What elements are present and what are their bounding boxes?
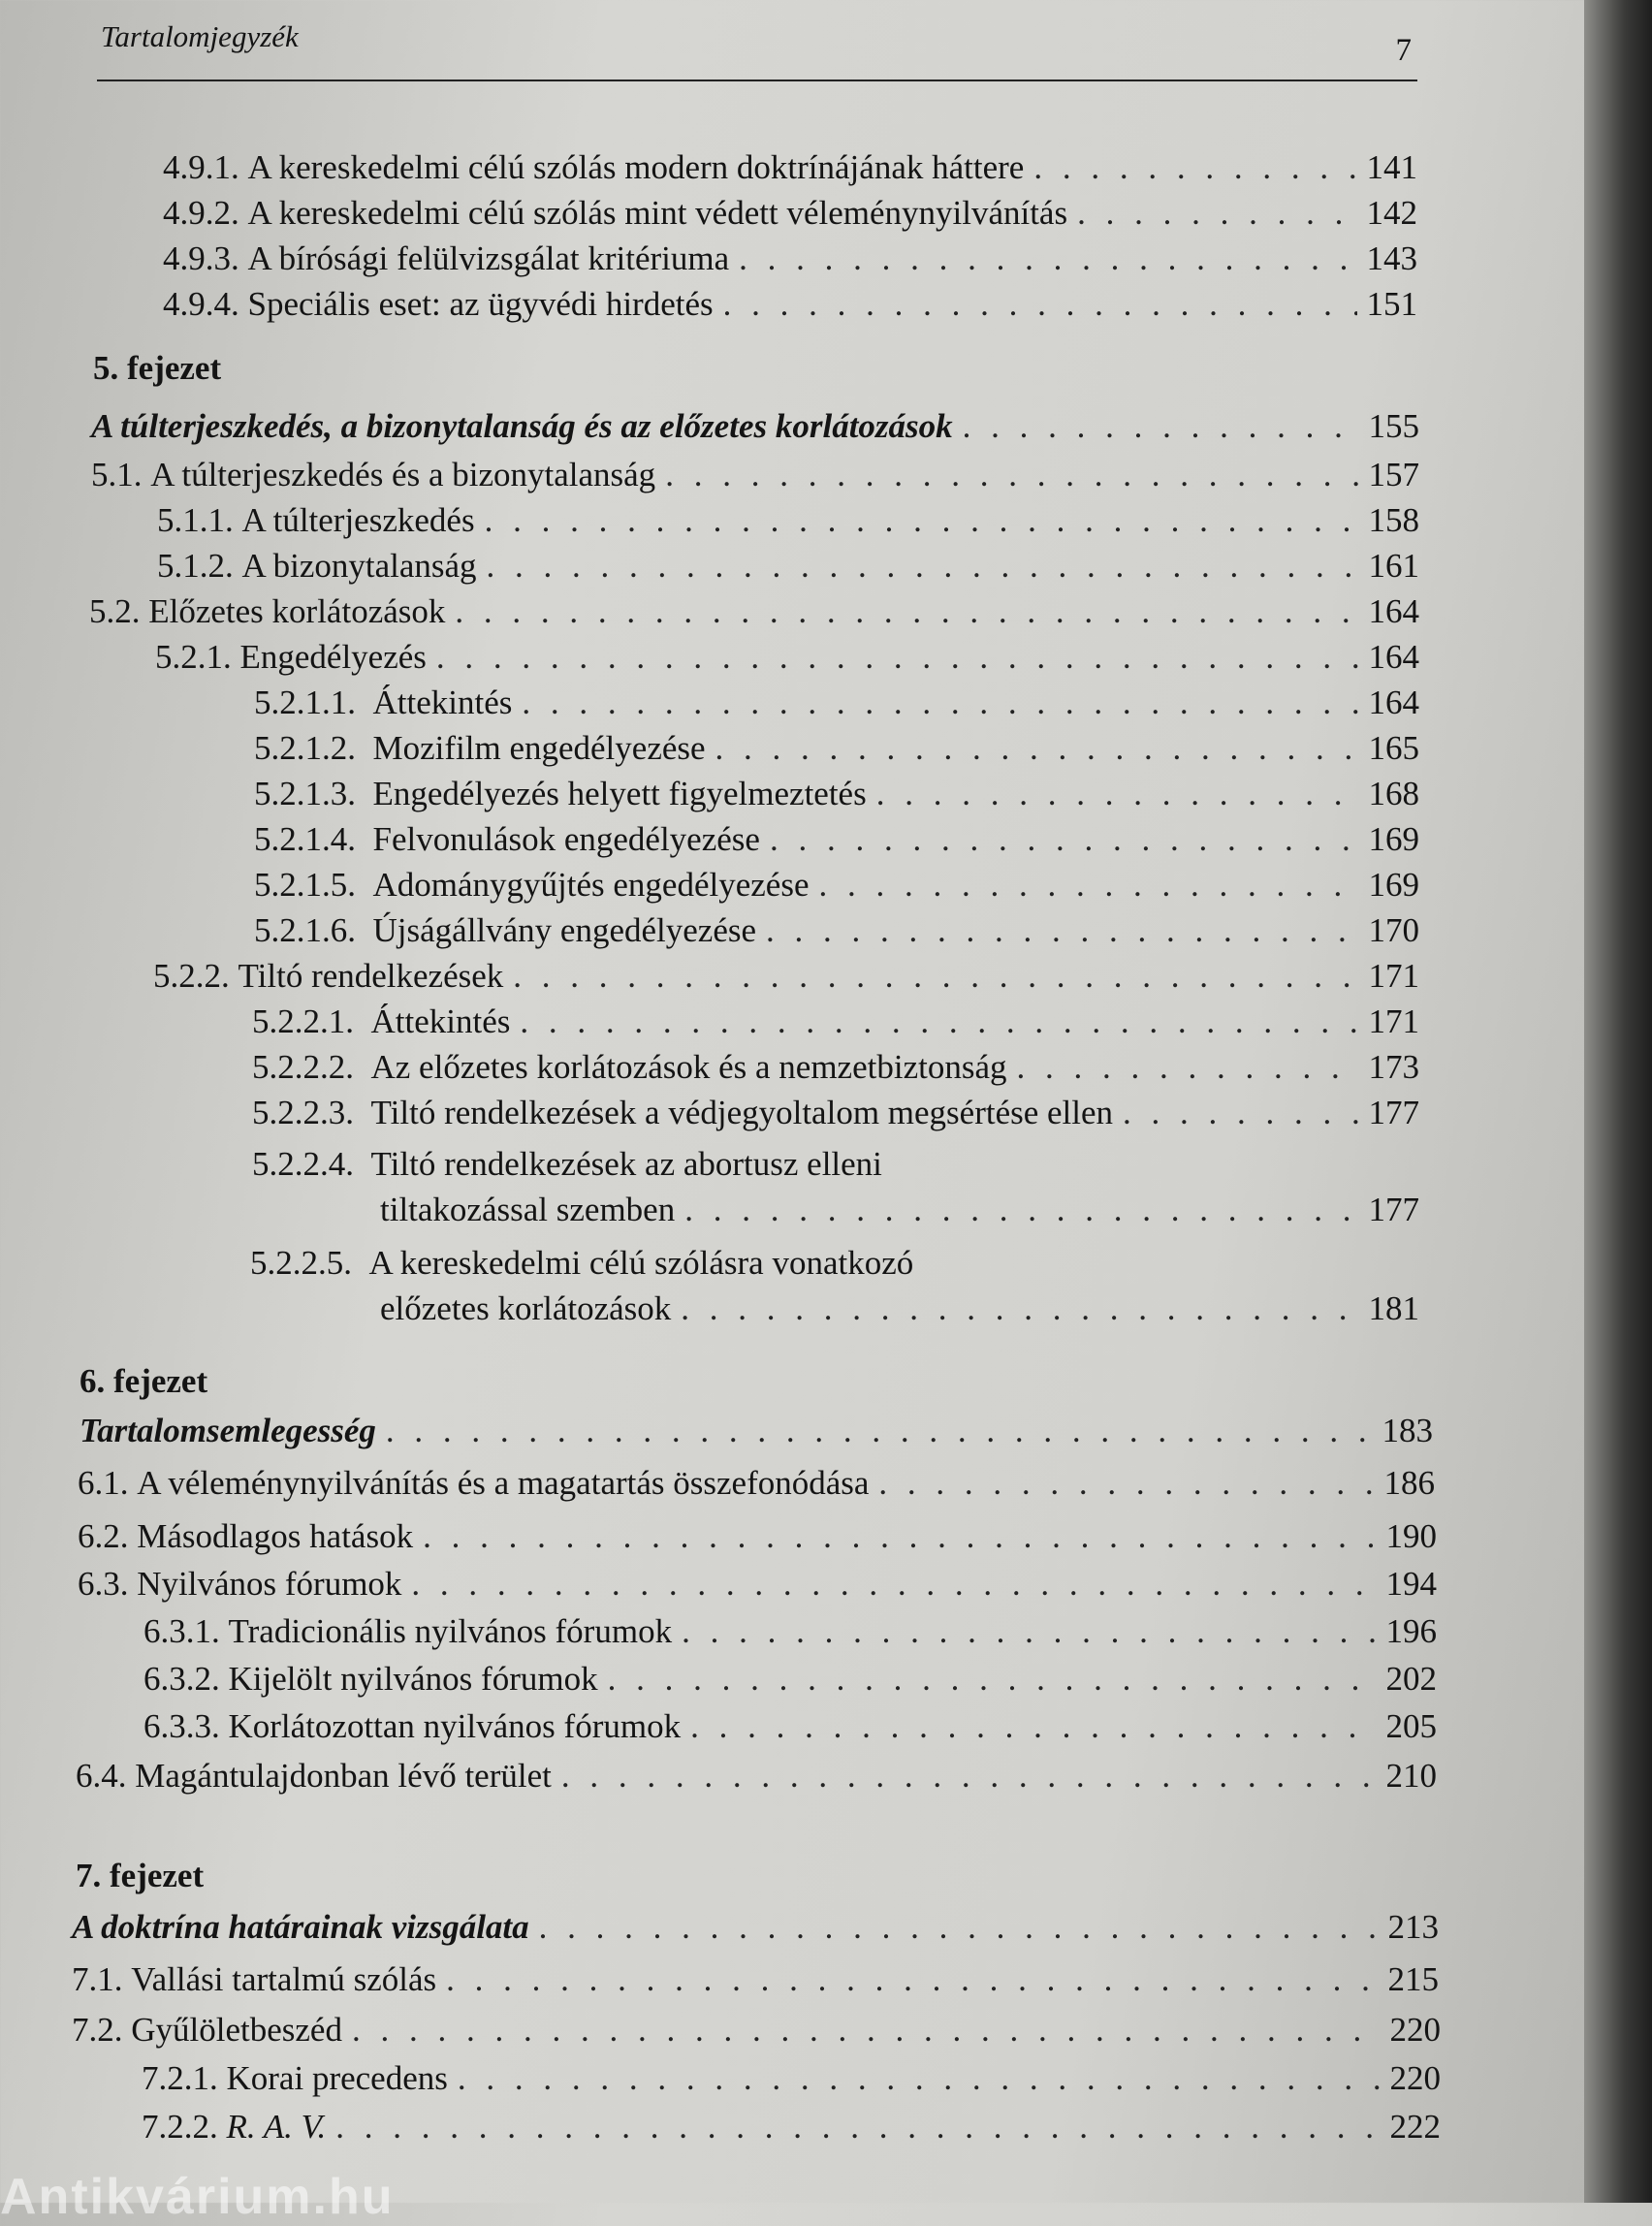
toc-entry: 7.2.1. Korai precedens . . . 220 <box>142 2059 1441 2104</box>
toc-entry-continuation: előzetes korlátozások . . . 181 <box>380 1289 1419 1334</box>
toc-entry: 7.1. Vallási tartalmú szólás . . . 215 <box>72 1960 1439 2005</box>
toc-entry: 4.9.2. A kereskedelmi célú szólás mint védett véleménynyilvánítás . . . 142 <box>163 194 1417 238</box>
running-title: Tartalomjegyzék <box>101 19 299 53</box>
toc-entry: 5.2.1.2. Mozifilm engedélyezése . . . 165 <box>254 729 1419 774</box>
toc-entry: 5.2.1.6. Újságállvány engedélyezése . . . 170 <box>254 911 1419 956</box>
toc-entry: 6.2. Másodlagos hatások . . . 190 <box>78 1517 1437 1562</box>
toc-entry: 5.2.2.2. Az előzetes korlátozások és a nemzetbiztonság . . . 173 <box>252 1048 1419 1093</box>
toc-entry: 6.3.3. Korlátozottan nyilvános fórumok . . . 205 <box>143 1707 1437 1752</box>
toc-entry: 6.3.1. Tradicionális nyilvános fórumok . . . 196 <box>143 1612 1437 1657</box>
chapter-title-entry: A túlterjeszkedés, a bizonytalanság és az előzetes korlátozások . . . 155 <box>91 407 1419 452</box>
toc-entry: 5.2.2.1. Áttekintés . . . 171 <box>252 1002 1419 1047</box>
toc-entry: 7.2.2. R. A. V. . . . 222 <box>142 2108 1441 2152</box>
chapter-label: 7. fejezet <box>76 1857 205 1894</box>
toc-entry: 5.2.1.3. Engedélyezés helyett figyelmeztetés . . . 168 <box>254 775 1419 819</box>
toc-entry: 6.3.2. Kijelölt nyilvános fórumok . . . 202 <box>143 1660 1437 1704</box>
toc-entry-first-line: 5.2.2.5. A kereskedelmi célú szólásra vonatkozó <box>250 1244 914 1282</box>
chapter-title-entry: Tartalomsemlegesség . . . 183 <box>79 1412 1433 1456</box>
toc-entry: 5.1.1. A túlterjeszkedés . . . 158 <box>157 501 1419 546</box>
chapter-title-entry: A doktrína határainak vizsgálata . . . 213 <box>72 1908 1439 1953</box>
toc-entry: 5.2.2.3. Tiltó rendelkezések a védjegyoltalom megsértése ellen . . . 177 <box>252 1094 1419 1138</box>
chapter-label: 6. fejezet <box>79 1362 208 1400</box>
toc-entry: 5.1.2. A bizonytalanság . . . 161 <box>157 547 1419 591</box>
toc-entry: 4.9.3. A bírósági felülvizsgálat kritériuma . . . 143 <box>163 239 1417 284</box>
toc-entry-continuation: tiltakozással szemben . . . 177 <box>380 1191 1419 1235</box>
toc-entry: 6.3. Nyilvános fórumok . . . 194 <box>78 1565 1437 1609</box>
toc-entry: 5.2.1.4. Felvonulások engedélyezése . . . 169 <box>254 820 1419 865</box>
chapter-label: 5. fejezet <box>93 349 222 387</box>
toc-entry: 5.2.1.5. Adománygyűjtés engedélyezése . . . 169 <box>254 866 1419 910</box>
page-number: 7 <box>1395 33 1412 68</box>
toc-entry: 7.2. Gyűlöletbeszéd . . . 220 <box>72 2011 1441 2055</box>
toc-entry: 5.2. Előzetes korlátozások . . . 164 <box>89 592 1419 637</box>
toc-entry-first-line: 5.2.2.4. Tiltó rendelkezések az abortusz elleni <box>252 1145 882 1183</box>
watermark-text: Antikvárium.hu <box>0 2169 395 2225</box>
toc-entry: 4.9.1. A kereskedelmi célú szólás modern doktrínájának háttere . . . 141 <box>163 148 1417 193</box>
toc-entry: 5.1. A túlterjeszkedés és a bizonytalanság . . . 157 <box>91 456 1419 500</box>
toc-entry: 6.4. Magántulajdonban lévő terület . . . 210 <box>76 1757 1437 1801</box>
toc-entry: 5.2.2. Tiltó rendelkezések . . . 171 <box>153 957 1419 1002</box>
toc-entry: 4.9.4. Speciális eset: az ügyvédi hirdetés . . . 151 <box>163 285 1417 330</box>
toc-entry: 5.2.1.1. Áttekintés . . . 164 <box>254 684 1419 728</box>
toc-entry: 6.1. A véleménynyilvánítás és a magatartás összefonódása . . . 186 <box>78 1464 1435 1509</box>
toc-entry: 5.2.1. Engedélyezés . . . 164 <box>155 638 1419 683</box>
